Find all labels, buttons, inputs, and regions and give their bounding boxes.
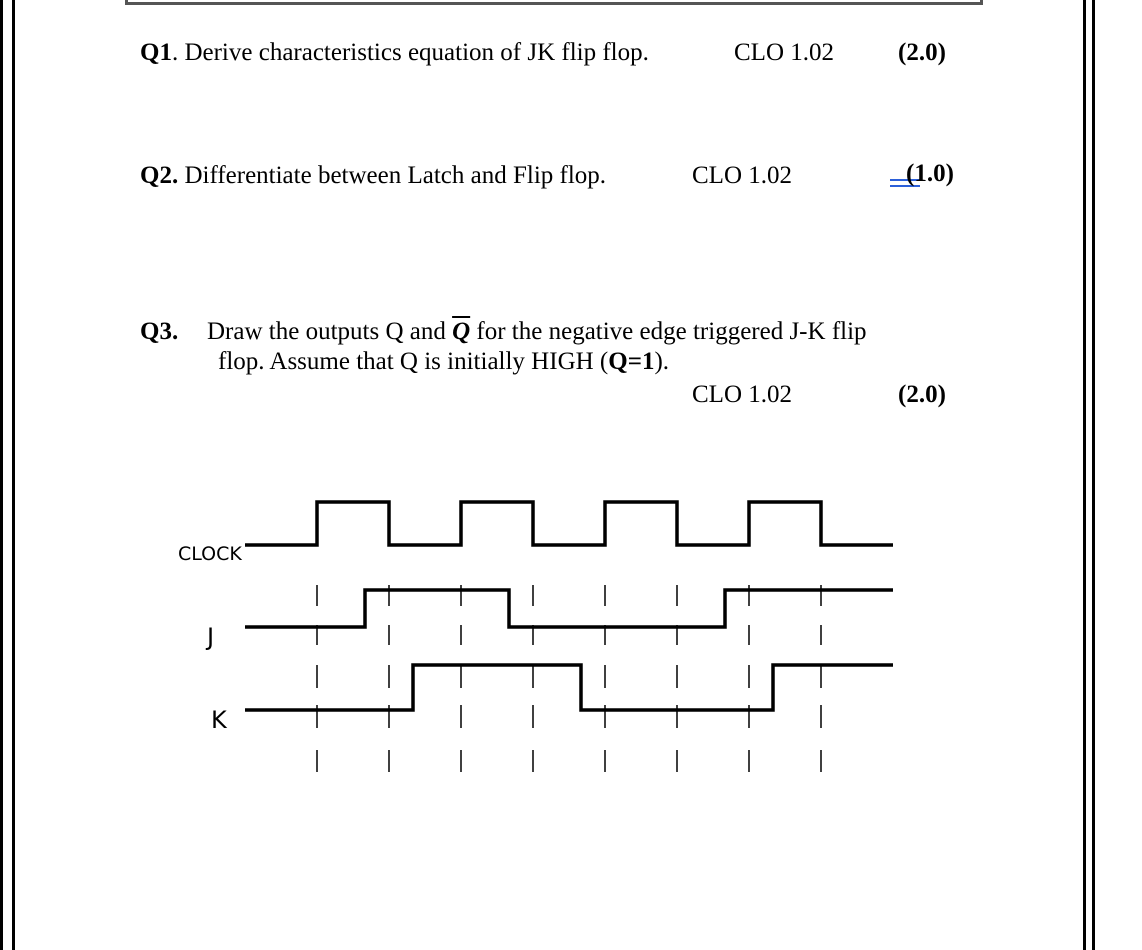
q2-text: Differentiate between Latch and Flip flop.: [178, 162, 607, 189]
q1-text: . Derive characteristics equation of JK flip flop.: [171, 39, 649, 66]
q3-number: Q3.: [140, 318, 179, 345]
signal-label-k: K: [211, 706, 227, 734]
waveform-clock: [245, 502, 893, 545]
q1-clo: CLO 1.02: [734, 39, 834, 66]
q2-number: Q2.: [140, 162, 179, 189]
q1-marks: (2.0): [898, 39, 946, 66]
signal-label-j: J: [207, 623, 215, 651]
q3-line2-part-c: ).: [654, 348, 670, 375]
q3-line1-part-a: Draw the outputs Q and: [207, 318, 453, 345]
waveform-k: [245, 665, 893, 710]
q2-clo: CLO 1.02: [692, 162, 792, 189]
q1-number: Q1: [140, 39, 172, 66]
signal-label-clock: CLOCK: [178, 543, 242, 565]
q3-line2-part-a: flop. Assume that Q is initially HIGH (: [218, 348, 609, 375]
q3-clo: CLO 1.02: [692, 381, 792, 408]
q3-marks: (2.0): [898, 381, 946, 408]
q2-marks: (1.0): [906, 160, 954, 187]
q3-line1-part-b: for the negative edge triggered J-K flip: [470, 318, 867, 345]
waveform-j: [245, 590, 893, 627]
q3-initial-condition: Q=1: [608, 348, 655, 375]
q-bar-symbol: $\overline{Q}$: [452, 318, 471, 345]
